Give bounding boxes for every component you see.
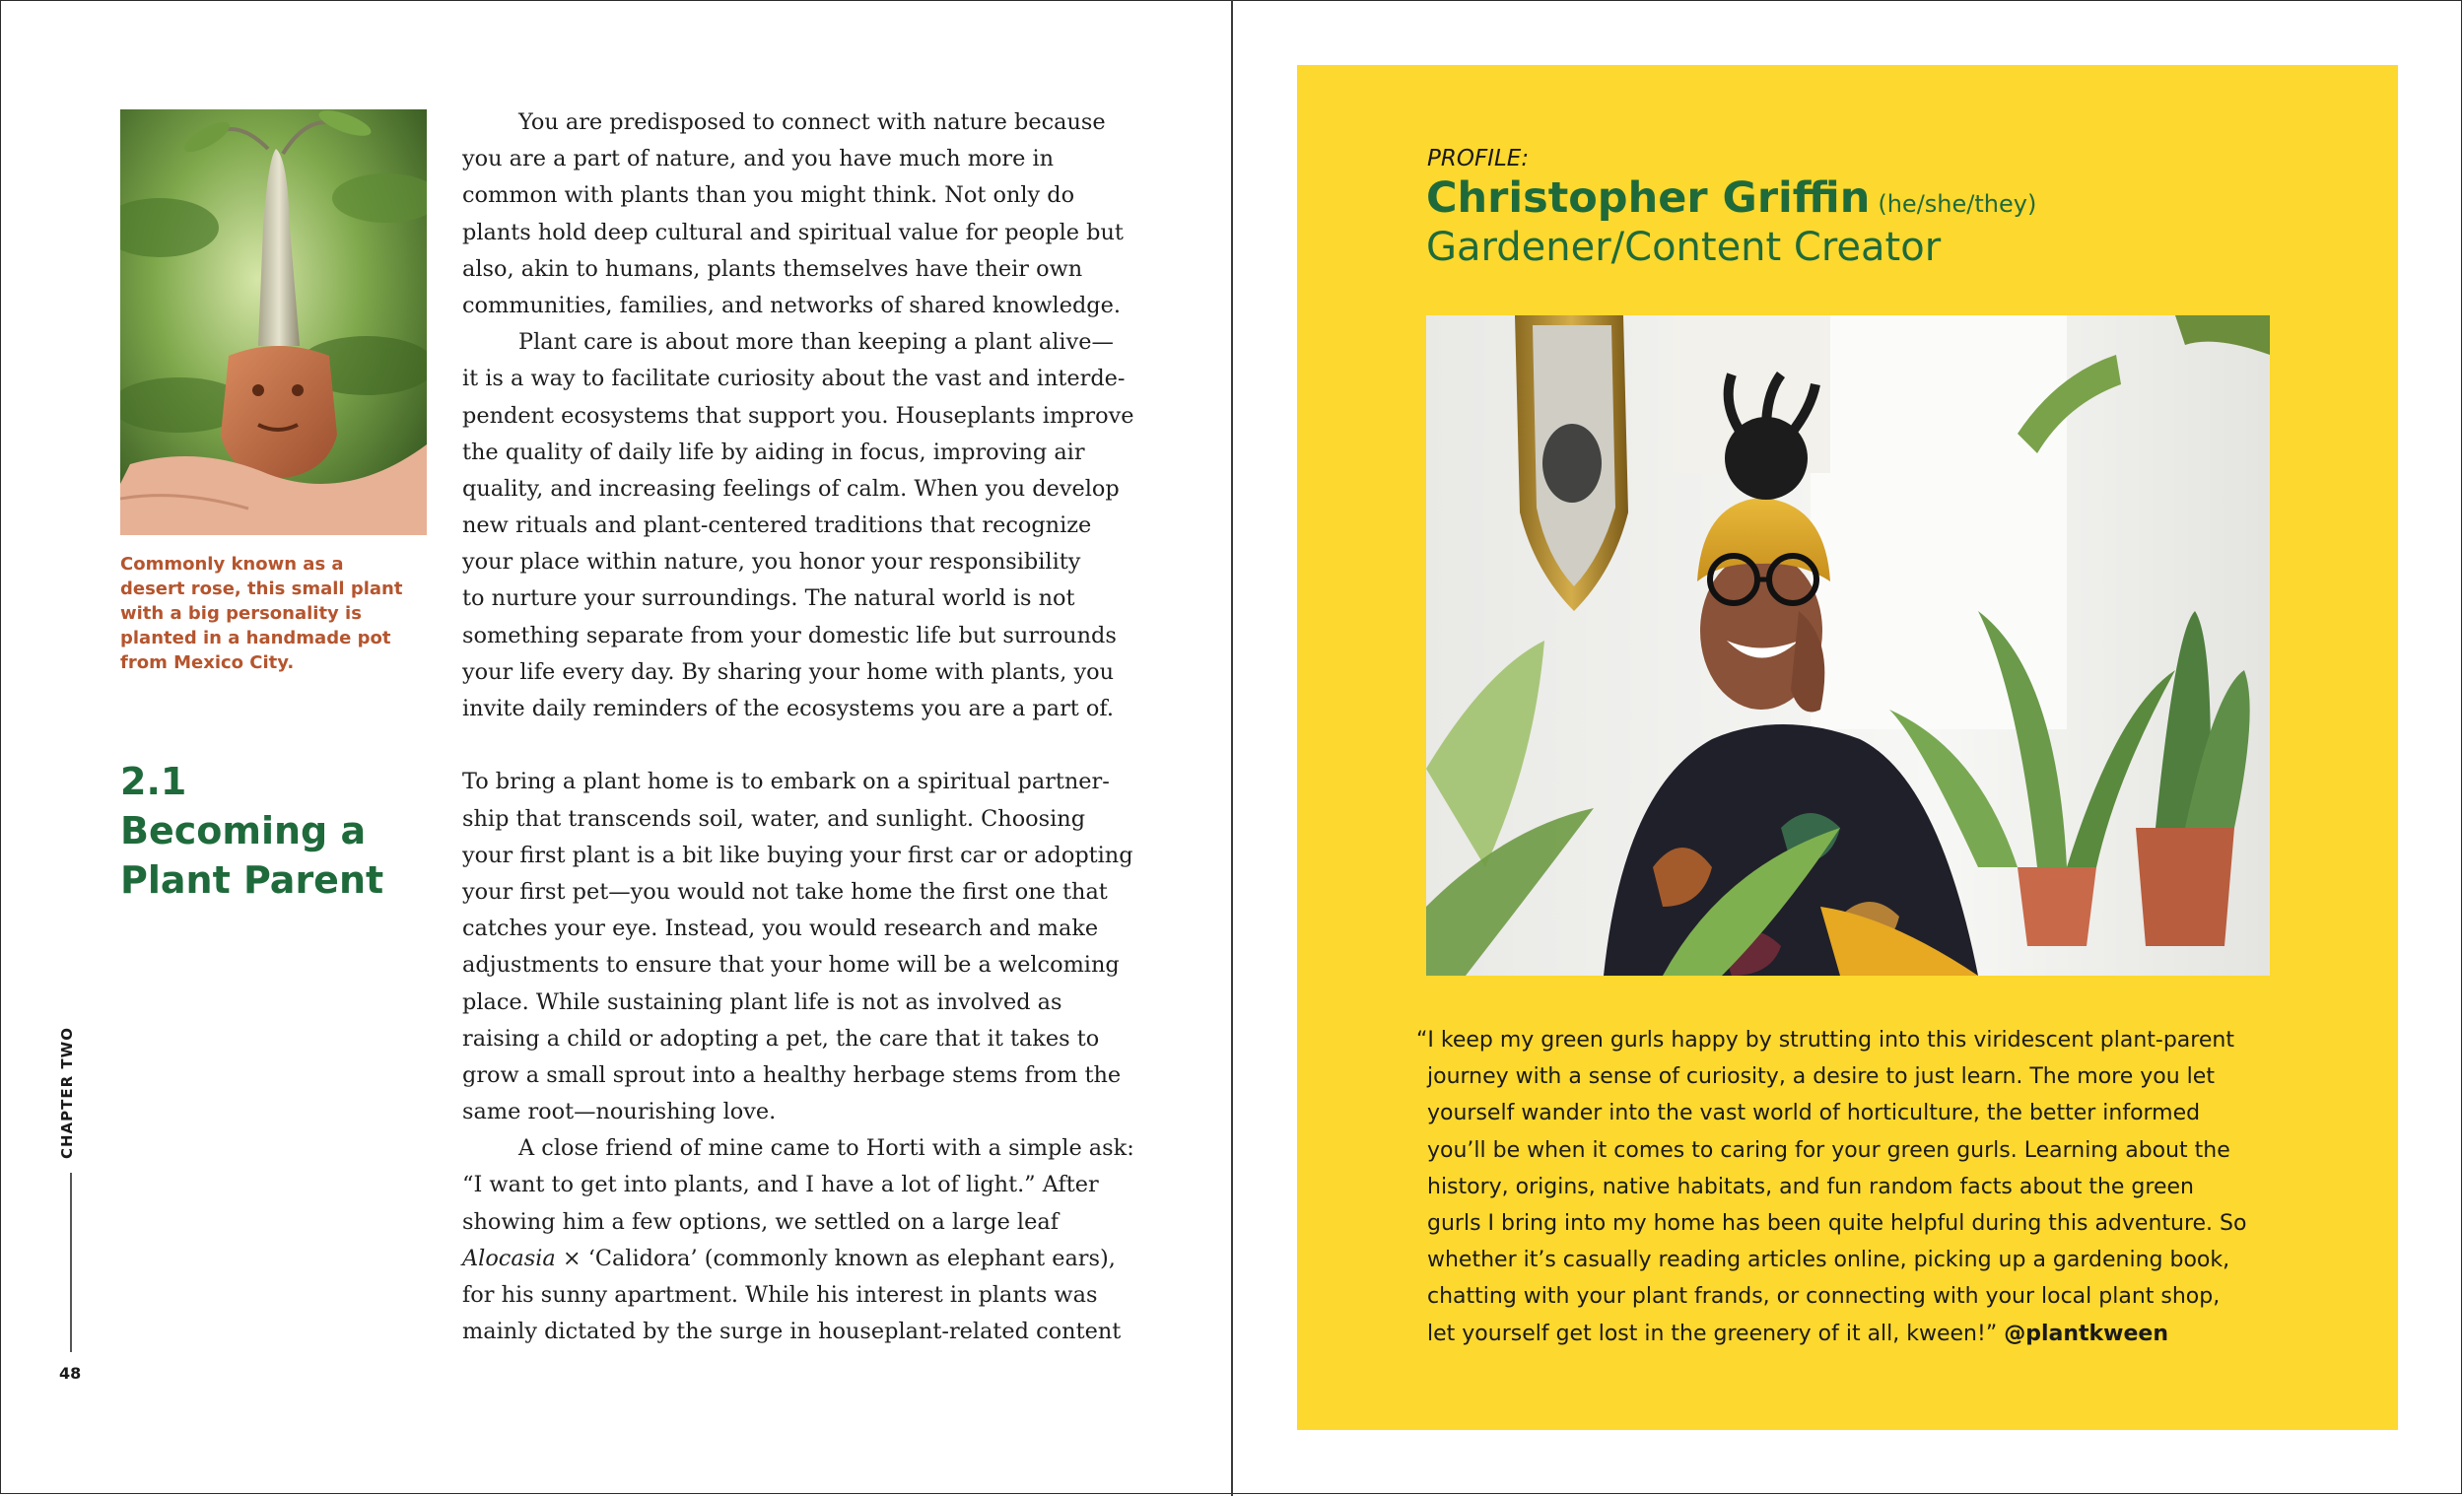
quote-line: gurls I bring into my home has been quite helpful during this adventure. So (1427, 1210, 2247, 1236)
body-line: adjustments to ensure that your home will be a welcoming (462, 952, 1120, 979)
quote-line: history, origins, native habitats, and fun random facts about the green (1427, 1174, 2194, 1199)
genus-italic: Alocasia (462, 1245, 556, 1271)
body-line: place. While sustaining plant life is not as involved as (462, 988, 1062, 1015)
chapter-label-text: CHAPTER TWO (58, 1027, 76, 1159)
quote-line: chatting with your plant frands, or connecting with your local plant shop, (1427, 1284, 2221, 1310)
body-line: to nurture your surroundings. The natural world is not (462, 585, 1075, 612)
body-line: it is a way to facilitate curiosity about the vast and interde- (462, 366, 1126, 392)
photo-caption: Commonly known as a desert rose, this small plant with a big personality is planted in a handmade pot from Mexico City. (120, 554, 403, 673)
body-line: you are a part of nature, and you have much more in (462, 146, 1055, 172)
profile-name-line (1426, 173, 2036, 223)
desert-rose-photo (120, 109, 427, 535)
body-line: communities, families, and networks of shared knowledge. (462, 292, 1121, 318)
body-line: something separate from your domestic life but surrounds (462, 622, 1117, 648)
book-spine (1231, 0, 1233, 1496)
body-line: You are predisposed to connect with nature because (518, 109, 1106, 135)
quote-line: “I keep my green gurls happy by strutting into this viridescent plant-parent (1416, 1028, 2234, 1053)
body-line: “I want to get into plants, and I have a lot of light.” After (462, 1172, 1099, 1198)
body-line: pendent ecosystems that support you. Houseplants improve (462, 402, 1134, 429)
body-line-with-genus (462, 1241, 1118, 1277)
body-line: grow a small sprout into a healthy herbage stems from the (462, 1061, 1122, 1088)
section-title-line1: Becoming a (120, 809, 367, 852)
body-line: same root—nourishing love. (462, 1099, 777, 1125)
body-line: new rituals and plant-centered traditions that recognize (462, 512, 1092, 539)
body-line: showing him a few options, we settled on a large leaf (462, 1208, 1059, 1235)
social-handle: @plantkween (2004, 1321, 2169, 1346)
quote-line: yourself wander into the vast world of horticulture, the better informed (1427, 1101, 2201, 1126)
body-line: ship that transcends soil, water, and sunlight. Choosing (462, 805, 1086, 832)
profile-portrait-photo (1426, 315, 2270, 976)
body-line: invite daily reminders of the ecosystems you are a part of. (462, 696, 1114, 721)
paragraph-gap (462, 727, 1118, 764)
profile-pronouns: (he/she/they) (1878, 190, 2037, 218)
body-line: also, akin to humans, plants themselves have their own (462, 255, 1083, 282)
body-line: for his sunny apartment. While his interest in plants was (462, 1282, 1098, 1308)
section-title-line2: Plant Parent (120, 858, 384, 902)
body-line: To bring a plant home is to embark on a spiritual partner- (462, 769, 1110, 795)
chapter-label (58, 1027, 78, 1179)
quote-line: journey with a sense of curiosity, a desire to just learn. The more you let (1427, 1064, 2215, 1090)
body-line: Plant care is about more than keeping a plant alive— (518, 329, 1114, 356)
section-number: 2.1 (120, 760, 187, 803)
body-line: A close friend of mine came to Horti with a simple ask: (518, 1135, 1134, 1162)
body-line: your first plant is a bit like buying your first car or adopting (462, 842, 1133, 868)
chapter-rule (70, 1173, 72, 1352)
profile-role: Gardener/Content Creator (1426, 225, 1942, 270)
body-line: your place within nature, you honor your responsibility (462, 549, 1081, 576)
page-number: 48 (59, 1364, 82, 1383)
body-line: raising a child or adopting a pet, the care that it takes to (462, 1025, 1100, 1052)
section-heading (120, 757, 416, 905)
body-line: the quality of daily life by aiding in focus, improving air (462, 439, 1085, 465)
body-line-rest: × ‘Calidora’ (commonly known as elephant ears), (562, 1245, 1116, 1271)
quote-line-last (1416, 1316, 2264, 1352)
body-line: quality, and increasing feelings of calm. When you develop (462, 475, 1120, 502)
body-line: catches your eye. Instead, you would research and make (462, 916, 1099, 942)
body-line: your life every day. By sharing your home with plants, you (462, 658, 1115, 685)
body-text (462, 104, 1134, 1350)
body-line: plants hold deep cultural and spiritual value for people but (462, 219, 1124, 245)
profile-quote (1416, 1022, 2264, 1352)
quote-line: let yourself get lost in the greenery of it all, kween!” (1427, 1321, 1998, 1346)
body-line: your first pet—you would not take home the first one that (462, 878, 1108, 905)
profile-label: PROFILE: (1427, 146, 1530, 171)
body-line: common with plants than you might think. Not only do (462, 182, 1075, 209)
body-line: mainly dictated by the surge in houseplant-related content (462, 1319, 1122, 1345)
profile-name: Christopher Griffin (1426, 173, 1871, 223)
quote-line: whether it’s casually reading articles online, picking up a gardening book, (1427, 1248, 2230, 1273)
quote-line: you’ll be when it comes to caring for your green gurls. Learning about the (1427, 1137, 2230, 1163)
